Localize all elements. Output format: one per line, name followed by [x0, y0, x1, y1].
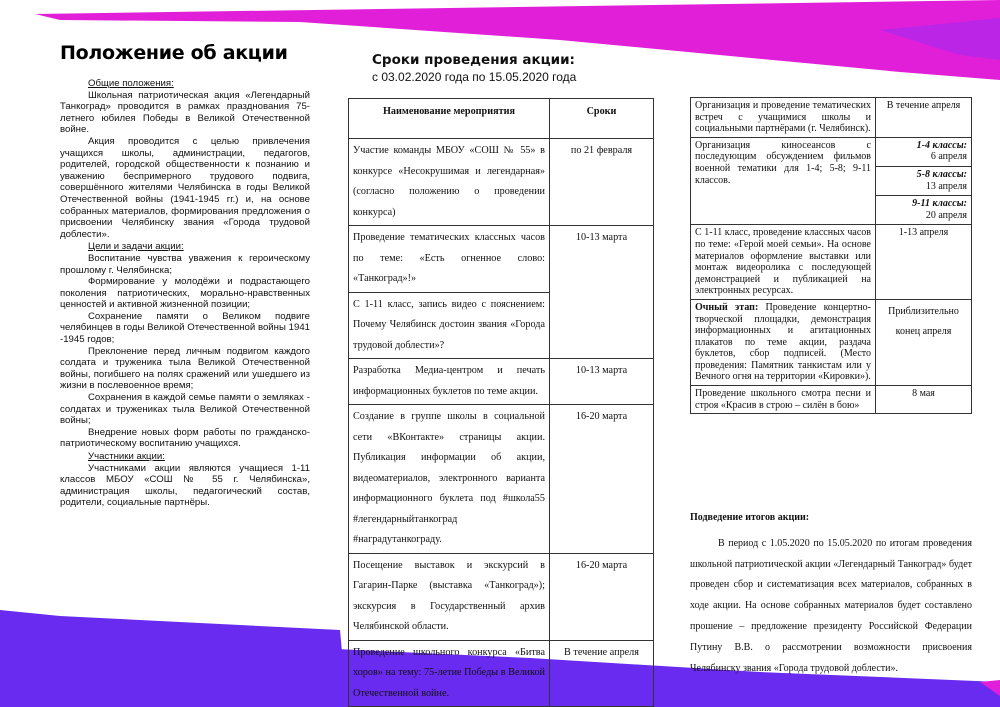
grade-date-item	[876, 196, 971, 224]
date-cell: В течение апреля	[876, 98, 972, 138]
event-cell: Посещение выставок и экскурсий в Гагарин-Парке (выставка «Танкоград»); экскурсия в Государственный архив Челябинской области.	[349, 553, 550, 640]
participants-paragraph: Участниками акции являются учащиеся 1-11 классов МБОУ «СОШ № 55 г. Челябинска», администрация школы, педагогический состав, родители, социальные партнёры.	[60, 462, 310, 509]
table-row	[349, 640, 654, 707]
date-cell: 10-13 марта	[550, 226, 654, 359]
summary-paragraph: В период с 1.05.2020 по 15.05.2020 по итогам проведения школьной патриотической акции «Легендарный Танкоград» будет проведен сбор и систематизация всех материалов, собранных в ходе акции. На основе собранных материалов будет составлено прошение – предложение президенту Российской Федерации Путину В.В. о рассмотрении возможности присвоения Челябинску звания «Города трудовой доблести».	[690, 537, 972, 674]
grade-date: 20 апреля	[925, 209, 967, 221]
date-cell: по 21 февраля	[550, 139, 654, 226]
date-cell: 16-20 марта	[550, 405, 654, 554]
goals-heading: Цели и задачи акции:	[88, 241, 184, 253]
grade-date: 13 апреля	[925, 180, 967, 192]
page-title: Положение об акции	[60, 42, 288, 64]
event-cell: Организация киносеансов с последующим обсуждением фильмов военной тематики для 1-4; 5-8; 9-11 классов.	[691, 137, 876, 225]
table-row	[691, 225, 972, 300]
table-row	[349, 553, 654, 640]
event-cell: Проведение школьного смотра песни и строя «Красив в строю – силён в бою»	[691, 386, 876, 414]
event-cell: Участие команды МБОУ «СОШ № 55» в конкурсе «Несокрушимая и легендарная» (согласно положению о проведении конкурса)	[349, 139, 550, 226]
general-paragraph: Акция проводится с целью привлечения учащихся школы, администрации, педагогов, родителей, городской общественности к познанию и уважению беспримерного трудового подвига, совершённого жителями Челябинска в годы Великой Отечественной войны (1941-1945 гг.) и, на основе собранных материалов, формирования предложения о присвоении Челябинску звания «Города трудовой доблести».	[60, 135, 310, 240]
date-cell: 16-20 марта	[550, 553, 654, 640]
grade-label: 1-4 классы:	[916, 139, 967, 151]
goal-item: Формирование у молодёжи и подрастающего поколения патриотических, морально-нравственных ценностей и активной жизненной позиции;	[60, 276, 310, 311]
event-cell: С 1-11 класс, проведение классных часов по теме: «Герой моей семьи». На основе материалов оформление выставки или монтаж видеоролика с последующей демонстрацией и публикацией на электронных ресурсах.	[691, 225, 876, 300]
event-cell: Разработка Медиа-центром и печать информационных буклетов по теме акции.	[349, 359, 550, 405]
table-row	[349, 139, 654, 226]
general-paragraph: Школьная патриотическая акция «Легендарный Танкоград» проводится в рамках празднования 75-летнего юбилея Победы в Великой Отечественной войне.	[60, 89, 310, 136]
participants-heading: Участники акции:	[88, 451, 165, 462]
date-cell: 10-13 марта	[550, 359, 654, 405]
goal-item: Сохранение памяти о Великом подвиге челябинцев в годы Великой Отечественной войны 1941 -1945 годов;	[60, 310, 310, 346]
table-row	[349, 226, 654, 293]
event-cell: Проведение школьного конкурса «Битва хоров» на тему: 75-летие Победы в Великой Отечественной войне.	[349, 640, 550, 707]
event-cell: С 1-11 класс, запись видео с пояснением: Почему Челябинск достоин звания «Города трудовой доблести»?	[349, 292, 550, 359]
grade-label: 9-11 классы:	[912, 198, 967, 210]
dates-title: Сроки проведения акции:	[372, 52, 575, 68]
header-event: Наименование мероприятия	[349, 99, 550, 139]
date-cell: В течение апреля	[550, 640, 654, 707]
general-section	[60, 78, 310, 509]
grade-date-item	[876, 167, 971, 196]
table-row	[691, 98, 972, 138]
table-row	[691, 137, 972, 225]
grade-date: 6 апреля	[930, 151, 967, 163]
summary-section	[690, 508, 972, 679]
regulations-column	[60, 42, 310, 509]
dates-range: с 03.02.2020 года по 15.05.2020 года	[372, 70, 577, 84]
table-row	[349, 359, 654, 405]
event-cell: Организация и проведение тематических встреч с учащимися школы и социальными партнёрами (г. Челябинск).	[691, 98, 876, 138]
violet-shape-left	[0, 610, 345, 690]
header-date: Сроки	[550, 99, 654, 139]
general-heading: Общие положения:	[88, 78, 174, 89]
summary-heading: Подведение итогов акции:	[690, 512, 810, 523]
goal-item: Воспитание чувства уважения к героическому прошлому г. Челябинска;	[60, 252, 310, 276]
stage-text: Проведение концертно-творческой площадки, демонстрация информационных и агитационных плакатов по теме акции, раздача буклетов, сбор подписей. (Место проведения: Памятник танкистам или у Вечного огня на территории «Кировки»).	[695, 301, 871, 383]
event-cell: Проведение тематических классных часов по теме: «Есть огненное слово: «Танкоград»!»	[349, 226, 550, 293]
goal-item: Внедрение новых форм работы по гражданско-патриотическому воспитанию учащихся.	[60, 426, 310, 450]
goal-item: Преклонение перед личным подвигом каждого солдата и труженика тыла Великой Отечественной войны, погибшего на полях сражений или ушедшего из жизни в послевоенное время;	[60, 345, 310, 392]
dates-header	[348, 52, 654, 84]
event-cell	[691, 299, 876, 385]
event-cell: Создание в группе школы в социальной сети «ВКонтакте» страницы акции. Публикация информации об акции, видеоматериалов, электронного варианта информационного буклета под #школа55 #легендарныйтанкоград #наградутанкограду.	[349, 405, 550, 554]
date-cell: 1-13 апреля	[876, 225, 972, 300]
grade-date-item	[876, 138, 971, 167]
grade-dates-cell	[876, 137, 972, 225]
table-row	[691, 299, 972, 385]
table-row	[349, 405, 654, 554]
date-cell: Приблизительно конец апреля	[876, 299, 972, 385]
table-header-row	[349, 99, 654, 139]
table-row	[691, 386, 972, 414]
events-table-continued	[690, 97, 972, 414]
goal-item: Сохранения в каждой семье памяти о земляках - солдатах и тружениках тыла Великой Отечественной войны;	[60, 392, 310, 427]
date-cell: 8 мая	[876, 386, 972, 414]
stage-label: Очный этап:	[695, 301, 759, 313]
events-table	[348, 98, 654, 707]
grade-label: 5-8 классы:	[916, 168, 967, 180]
